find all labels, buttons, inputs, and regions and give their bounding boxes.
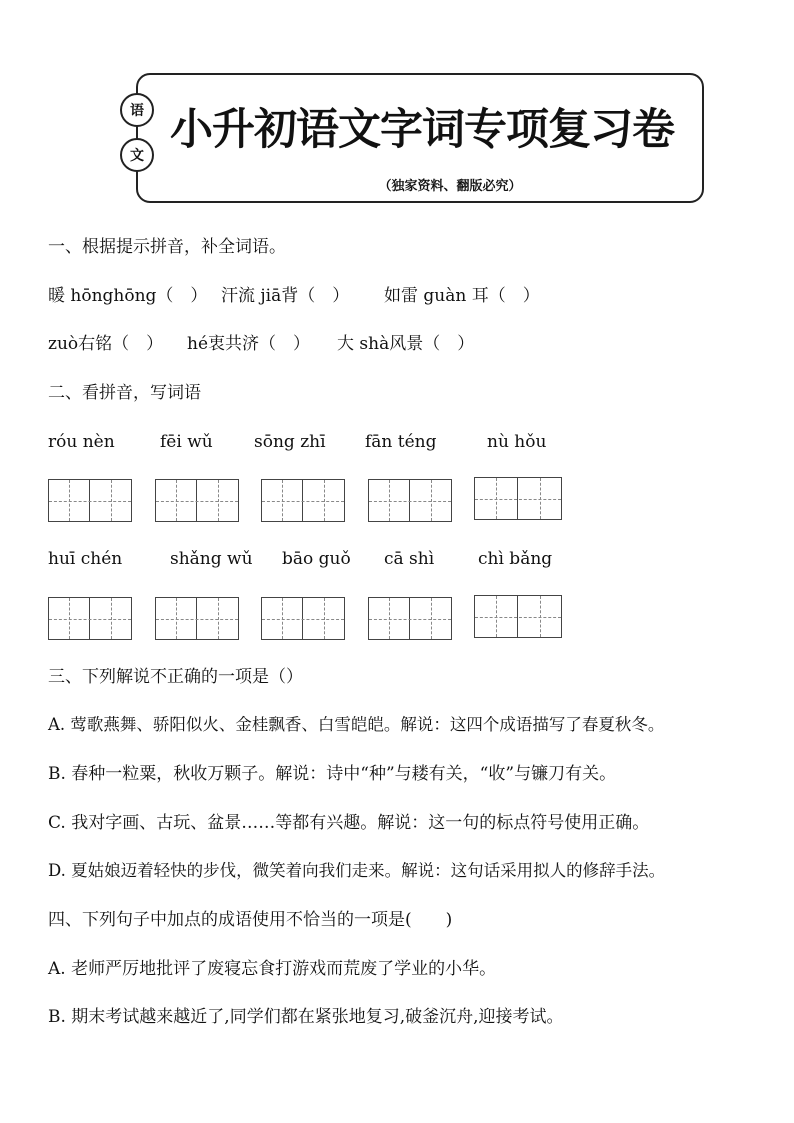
section1-heading: 一、根据提示拼音，补全词语。 [48, 237, 286, 257]
pinyin-label: huī chén [48, 549, 123, 569]
pinyin-label: shǎng wǔ [170, 549, 253, 569]
pinyin-label: fān téng [365, 432, 437, 452]
pinyin-label: nù hǒu [487, 432, 547, 452]
section4-heading: 四、下列句子中加点的成语使用不恰当的一项是( ) [48, 910, 453, 930]
page-subtitle: （独家资料、翻版必究） [378, 179, 522, 194]
option-a: A. 莺歌燕舞、骄阳似火、金桂飘香、白雪皑皑。解说：这四个成语描写了春夏秋冬。 [48, 715, 665, 734]
fill-item: 暖 hōnghōng（ ） [48, 286, 208, 306]
section3-heading: 三、下列解说不正确的一项是（） [48, 667, 303, 687]
fill-item: 如雷 guàn 耳（ ） [384, 286, 540, 306]
writing-grid[interactable] [368, 479, 452, 522]
option-b: B. 春种一粒粟，秋收万颗子。解说：诗中“种”与耧有关，“收”与镰刀有关。 [48, 764, 617, 784]
writing-grid[interactable] [261, 597, 345, 640]
option-c: C. 我对字画、古玩、盆景……等都有兴趣。解说：这一句的标点符号使用正确。 [48, 813, 650, 833]
writing-grid[interactable] [474, 477, 562, 520]
writing-grid[interactable] [48, 479, 132, 522]
option-a: A. 老师严厉地批评了废寝忘食打游戏而荒废了学业的小华。 [48, 959, 497, 979]
writing-grid[interactable] [261, 479, 345, 522]
option-b: B. 期末考试越来越近了,同学们都在紧张地复习,破釜沉舟,迎接考试。 [48, 1007, 564, 1027]
subject-badge-bottom: 文 [120, 138, 154, 172]
pinyin-label: chì bǎng [478, 549, 553, 569]
fill-item: 汗流 jiā背（ ） [221, 286, 350, 306]
page-title: 小升初语文字词专项复习卷 [170, 105, 674, 155]
fill-item: 大 shà风景（ ） [337, 334, 475, 354]
writing-grid[interactable] [368, 597, 452, 640]
pinyin-label: cā shì [384, 549, 435, 569]
subject-badge-top: 语 [120, 93, 154, 127]
pinyin-label: bāo guǒ [282, 549, 351, 569]
pinyin-label: róu nèn [48, 432, 115, 452]
pinyin-label: fēi wǔ [160, 432, 213, 452]
writing-grid[interactable] [155, 597, 239, 640]
writing-grid[interactable] [155, 479, 239, 522]
section2-heading: 二、看拼音，写词语 [48, 383, 201, 403]
pinyin-label: sōng zhī [254, 432, 326, 452]
fill-item: hé衷共济（ ） [187, 334, 311, 354]
option-d: D. 夏姑娘迈着轻快的步伐，微笑着向我们走来。解说：这句话采用拟人的修辞手法。 [48, 861, 666, 880]
fill-item: zuò右铭（ ） [48, 334, 164, 354]
writing-grid[interactable] [48, 597, 132, 640]
writing-grid[interactable] [474, 595, 562, 638]
